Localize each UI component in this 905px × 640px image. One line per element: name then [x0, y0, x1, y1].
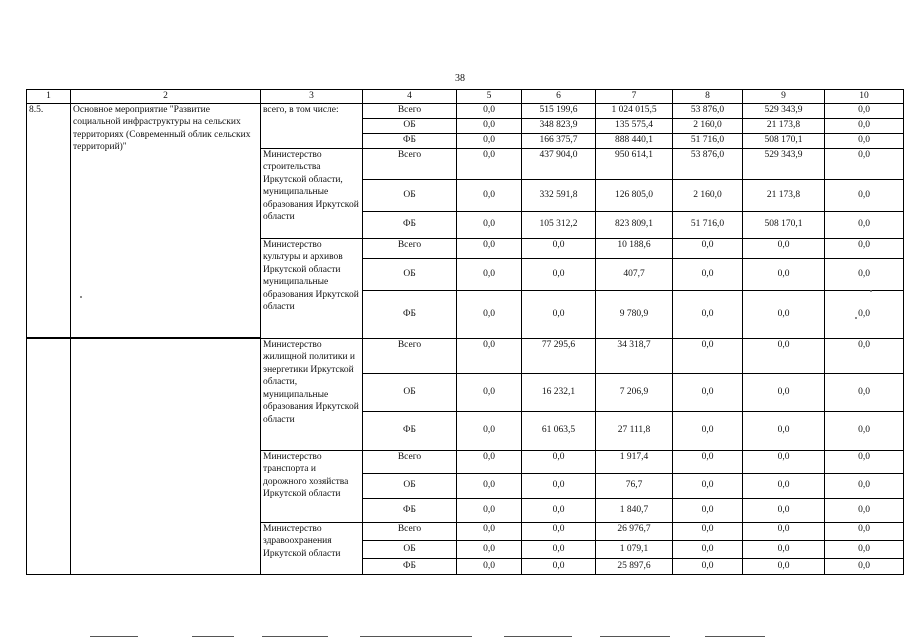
value-cell-c7: 888 440,1 [596, 133, 673, 148]
value-cell-c10: 0,0 [825, 238, 904, 258]
value-cell-c9: 508 170,1 [743, 133, 825, 148]
value-cell-c7: 126 805,0 [596, 179, 673, 211]
value-cell-c8: 2 160,0 [673, 118, 743, 133]
value-cell-c7: 1 840,7 [596, 498, 673, 522]
budget-type-cell: ОБ [363, 473, 457, 498]
value-cell-c8: 0,0 [673, 338, 743, 373]
table-body [27, 90, 904, 575]
value-cell-c8: 0,0 [673, 450, 743, 473]
value-cell-c10: 0,0 [825, 148, 904, 179]
value-cell-c8: 0,0 [673, 522, 743, 540]
value-cell-c10: 0,0 [825, 411, 904, 450]
budget-type-cell: Всего [363, 148, 457, 179]
value-cell-c5: 0,0 [457, 148, 522, 179]
header-row [27, 90, 904, 104]
value-cell-c10: 0,0 [825, 473, 904, 498]
value-cell-c5: 0,0 [457, 290, 522, 338]
budget-type-cell: ОБ [363, 179, 457, 211]
value-cell-c8: 0,0 [673, 540, 743, 558]
value-cell-c9: 0,0 [743, 540, 825, 558]
value-cell-c8: 51 716,0 [673, 211, 743, 238]
value-cell-c9: 0,0 [743, 498, 825, 522]
value-cell-c5: 0,0 [457, 498, 522, 522]
budget-type-cell: ОБ [363, 540, 457, 558]
value-cell-c6: 0,0 [522, 473, 596, 498]
value-cell-c9: 529 343,9 [743, 103, 825, 118]
value-cell-c5: 0,0 [457, 179, 522, 211]
value-cell-c9: 0,0 [743, 558, 825, 574]
table-row [27, 103, 904, 118]
value-cell-c6: 437 904,0 [522, 148, 596, 179]
value-cell-c9: 529 343,9 [743, 148, 825, 179]
scan-artifact [705, 636, 765, 637]
value-cell-c6: 0,0 [522, 558, 596, 574]
value-cell-c10: 0,0 [825, 498, 904, 522]
value-cell-c5: 0,0 [457, 338, 522, 373]
value-cell-c8: 53 876,0 [673, 148, 743, 179]
value-cell-c8: 0,0 [673, 473, 743, 498]
value-cell-c7: 27 111,8 [596, 411, 673, 450]
value-cell-c7: 25 897,6 [596, 558, 673, 574]
value-cell-c10: 0,0 [825, 338, 904, 373]
executor-cell: Министерство жилищной политики и энергетики Иркутской области, муниципальные образования Иркутской области [261, 338, 363, 450]
budget-type-cell: Всего [363, 522, 457, 540]
value-cell-c8: 0,0 [673, 290, 743, 338]
value-cell-c5: 0,0 [457, 411, 522, 450]
scan-dot [855, 317, 857, 319]
header-cell: 8 [673, 90, 743, 104]
value-cell-c6: 0,0 [522, 258, 596, 290]
value-cell-c9: 0,0 [743, 450, 825, 473]
value-cell-c5: 0,0 [457, 540, 522, 558]
value-cell-c7: 1 024 015,5 [596, 103, 673, 118]
value-cell-c6: 0,0 [522, 238, 596, 258]
value-cell-c6: 515 199,6 [522, 103, 596, 118]
value-cell-c7: 407,7 [596, 258, 673, 290]
value-cell-c5: 0,0 [457, 558, 522, 574]
value-cell-c6: 61 063,5 [522, 411, 596, 450]
budget-type-cell: ОБ [363, 258, 457, 290]
value-cell-c6: 0,0 [522, 290, 596, 338]
value-cell-c10: 0,0 [825, 290, 904, 338]
value-cell-c10: 0,0 [825, 258, 904, 290]
scan-artifact [262, 636, 328, 637]
value-cell-c7: 950 614,1 [596, 148, 673, 179]
budget-table [26, 89, 904, 575]
value-cell-c10: 0,0 [825, 133, 904, 148]
value-cell-c9: 0,0 [743, 522, 825, 540]
scan-artifact [90, 636, 138, 637]
value-cell-c10: 0,0 [825, 373, 904, 411]
header-cell: 10 [825, 90, 904, 104]
value-cell-c9: 21 173,8 [743, 179, 825, 211]
value-cell-c7: 9 780,9 [596, 290, 673, 338]
header-cell: 7 [596, 90, 673, 104]
scan-dot [80, 296, 82, 298]
value-cell-c6: 105 312,2 [522, 211, 596, 238]
value-cell-c5: 0,0 [457, 522, 522, 540]
value-cell-c8: 0,0 [673, 258, 743, 290]
value-cell-c5: 0,0 [457, 473, 522, 498]
value-cell-c10: 0,0 [825, 522, 904, 540]
value-cell-c9: 0,0 [743, 258, 825, 290]
value-cell-c5: 0,0 [457, 211, 522, 238]
value-cell-c9: 508 170,1 [743, 211, 825, 238]
header-cell: 3 [261, 90, 363, 104]
value-cell-c10: 0,0 [825, 211, 904, 238]
executor-cell: Министерство строительства Иркутской области, муниципальные образования Иркутской области [261, 148, 363, 238]
value-cell-c10: 0,0 [825, 540, 904, 558]
budget-type-cell: ФБ [363, 290, 457, 338]
value-cell-c5: 0,0 [457, 238, 522, 258]
budget-type-cell: ОБ [363, 118, 457, 133]
value-cell-c5: 0,0 [457, 118, 522, 133]
item-number-continuation [27, 338, 71, 574]
value-cell-c9: 0,0 [743, 238, 825, 258]
executor-cell: Министерство культуры и архивов Иркутской области муниципальные образования Иркутской области [261, 238, 363, 338]
value-cell-c5: 0,0 [457, 103, 522, 118]
budget-type-cell: ФБ [363, 498, 457, 522]
value-cell-c7: 26 976,7 [596, 522, 673, 540]
item-number-cell: 8.5. [27, 103, 71, 338]
value-cell-c5: 0,0 [457, 258, 522, 290]
scan-artifact [504, 636, 572, 637]
value-cell-c6: 0,0 [522, 498, 596, 522]
value-cell-c5: 0,0 [457, 450, 522, 473]
executor-cell: Министерство здравоохранения Иркутской области [261, 522, 363, 574]
value-cell-c7: 823 809,1 [596, 211, 673, 238]
value-cell-c9: 0,0 [743, 290, 825, 338]
budget-type-cell: ФБ [363, 211, 457, 238]
value-cell-c10: 0,0 [825, 118, 904, 133]
value-cell-c6: 0,0 [522, 540, 596, 558]
table-row [27, 338, 904, 373]
budget-type-cell: ФБ [363, 133, 457, 148]
value-cell-c9: 0,0 [743, 373, 825, 411]
value-cell-c9: 21 173,8 [743, 118, 825, 133]
header-cell: 9 [743, 90, 825, 104]
value-cell-c6: 0,0 [522, 450, 596, 473]
value-cell-c7: 1 917,4 [596, 450, 673, 473]
header-cell: 6 [522, 90, 596, 104]
value-cell-c8: 0,0 [673, 498, 743, 522]
value-cell-c7: 1 079,1 [596, 540, 673, 558]
value-cell-c5: 0,0 [457, 373, 522, 411]
value-cell-c8: 51 716,0 [673, 133, 743, 148]
header-cell: 1 [27, 90, 71, 104]
value-cell-c5: 0,0 [457, 133, 522, 148]
executor-cell: Министерство транспорта и дорожного хозяйства Иркутской области [261, 450, 363, 522]
value-cell-c6: 0,0 [522, 522, 596, 540]
scan-artifact [192, 636, 234, 637]
value-cell-c8: 0,0 [673, 373, 743, 411]
budget-type-cell: Всего [363, 450, 457, 473]
value-cell-c9: 0,0 [743, 338, 825, 373]
value-cell-c10: 0,0 [825, 103, 904, 118]
value-cell-c8: 0,0 [673, 558, 743, 574]
budget-type-cell: ФБ [363, 411, 457, 450]
value-cell-c10: 0,0 [825, 558, 904, 574]
header-cell: 5 [457, 90, 522, 104]
value-cell-c9: 0,0 [743, 411, 825, 450]
page-number: 38 [455, 73, 465, 84]
value-cell-c6: 77 295,6 [522, 338, 596, 373]
value-cell-c8: 2 160,0 [673, 179, 743, 211]
header-cell: 2 [71, 90, 261, 104]
value-cell-c6: 16 232,1 [522, 373, 596, 411]
value-cell-c7: 34 318,7 [596, 338, 673, 373]
value-cell-c8: 53 876,0 [673, 103, 743, 118]
executor-cell: всего, в том числе: [261, 103, 363, 148]
scan-artifact [360, 636, 472, 637]
value-cell-c7: 76,7 [596, 473, 673, 498]
value-cell-c7: 7 206,9 [596, 373, 673, 411]
scan-dot [870, 290, 872, 292]
value-cell-c6: 332 591,8 [522, 179, 596, 211]
value-cell-c7: 10 188,6 [596, 238, 673, 258]
value-cell-c9: 0,0 [743, 473, 825, 498]
item-name-continuation [71, 338, 261, 574]
value-cell-c6: 348 823,9 [522, 118, 596, 133]
header-cell: 4 [363, 90, 457, 104]
scan-artifact [600, 636, 670, 637]
item-name-cell: Основное мероприятие "Развитие социальной инфраструктуры на сельских территориях (Современный облик сельских территорий)" [71, 103, 261, 338]
value-cell-c6: 166 375,7 [522, 133, 596, 148]
budget-type-cell: ОБ [363, 373, 457, 411]
budget-type-cell: Всего [363, 103, 457, 118]
budget-type-cell: Всего [363, 238, 457, 258]
value-cell-c8: 0,0 [673, 238, 743, 258]
budget-type-cell: ФБ [363, 558, 457, 574]
value-cell-c10: 0,0 [825, 179, 904, 211]
budget-type-cell: Всего [363, 338, 457, 373]
value-cell-c8: 0,0 [673, 411, 743, 450]
value-cell-c10: 0,0 [825, 450, 904, 473]
value-cell-c7: 135 575,4 [596, 118, 673, 133]
